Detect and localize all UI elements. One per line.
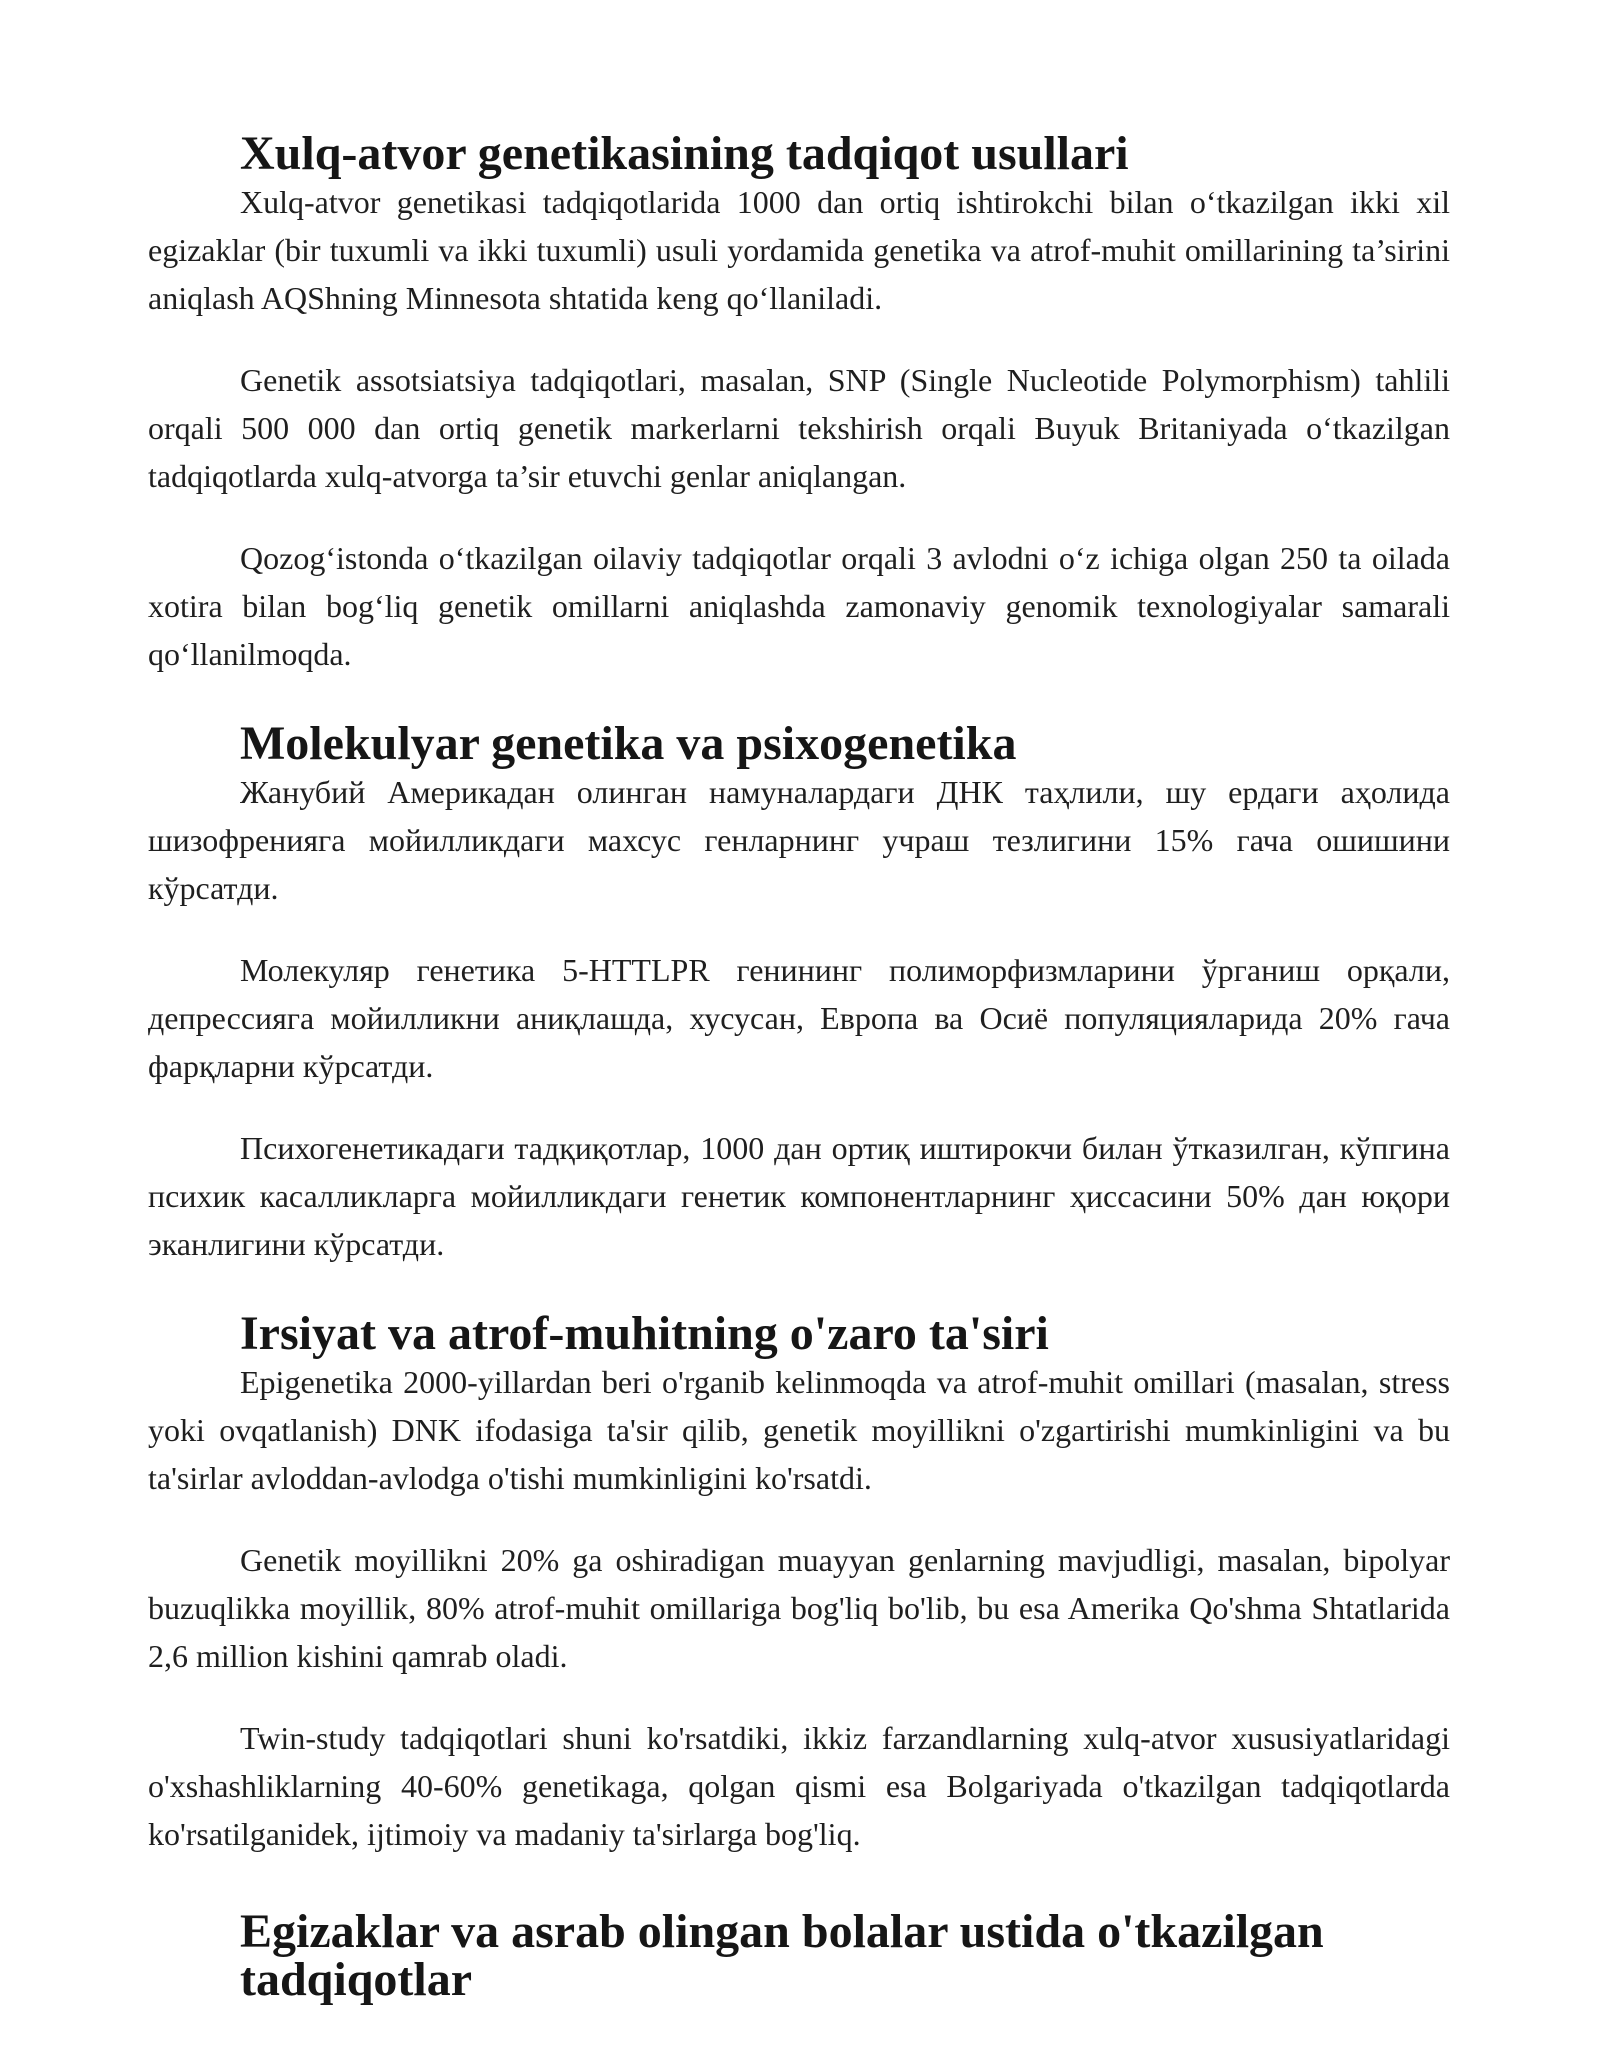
paragraph: Жанубий Америкадан олинган намуналардаги ДНК таҳлили, шу ердаги аҳолида шизофренияга мойилликдаги махсус генларнинг учраш тезлигини 15% гача ошишини кўрсатди. — [148, 774, 1450, 906]
section-heading: Egizaklar va asrab olingan bolalar ustida o'tkazilgan tadqiqotlar — [240, 1905, 1324, 2006]
section-spacer — [148, 1858, 1450, 1908]
section-heading: Xulq-atvor genetikasining tadqiqot usullari — [240, 127, 1129, 180]
paragraph-spacer — [148, 1090, 1450, 1124]
section-heading: Irsiyat va atrof-muhitning o'zaro ta'siri — [240, 1307, 1049, 1360]
paragraph: Genetik assotsiatsiya tadqiqotlari, masalan, SNP (Single Nucleotide Polymorphism) tahlili orqali 500 000 dan ortiq genetik markerlarni tekshirish orqali Buyuk Britaniyada o‘tkazilgan tadqiqotlarda xulq-atvorga ta’sir etuvchi genlar aniqlangan. — [148, 362, 1450, 494]
paragraph: Молекуляр генетика 5-HTTLPR генининг полиморфизмларини ўрганиш орқали, депрессияга мойилликни аниқлашда, хусусан, Европа ва Осиё популяцияларида 20% гача фарқларни кўрсатди. — [148, 952, 1450, 1084]
paragraph: Qozog‘istonda o‘tkazilgan oilaviy tadqiqotlar orqali 3 avlodni o‘z ichiga olgan 250 ta oilada xotira bilan bog‘liq genetik omillarni aniqlashda zamonaviy genomik texnologiyalar samarali qo‘llanilmoqda. — [148, 540, 1450, 672]
paragraph-spacer — [148, 1502, 1450, 1536]
document-body — [148, 127, 1450, 2006]
paragraph: Genetik moyillikni 20% ga oshiradigan muayyan genlarning mavjudligi, masalan, bipolyar buzuqlikka moyillik, 80% atrof-muhit omillariga bog'liq bo'lib, bu esa Amerika Qo'shma Shtatlarida 2,6 million kishini qamrab oladi. — [148, 1542, 1450, 1674]
paragraph-spacer — [148, 322, 1450, 356]
paragraph: Xulq-atvor genetikasi tadqiqotlarida 1000 dan ortiq ishtirokchi bilan o‘tkazilgan ikki xil egizaklar (bir tuxumli va ikki tuxumli) usuli yordamida genetika va atrof-muhit omillarining ta’sirini aniqlash AQShning Minnesota shtatida keng qo‘llaniladi. — [148, 184, 1450, 316]
section-spacer — [148, 1268, 1450, 1310]
paragraph: Психогенетикадаги тадқиқотлар, 1000 дан ортиқ иштирокчи билан ўтказилган, кўпгина психик касалликларга мойилликдаги генетик компонентларнинг ҳиссасини 50% дан юқори эканлигини кўрсатди. — [148, 1130, 1450, 1262]
paragraph-spacer — [148, 1680, 1450, 1714]
section-heading: Molekulyar genetika va psixogenetika — [240, 717, 1017, 770]
paragraph: Twin-study tadqiqotlari shuni ko'rsatdiki, ikkiz farzandlarning xulq-atvor xususiyatlaridagi o'xshashliklarning 40-60% genetikaga, qolgan qismi esa Bolgariyada o'tkazilgan tadqiqotlarda ko'rsatilganidek, ijtimoiy va madaniy ta'sirlarga bog'liq. — [148, 1720, 1450, 1852]
paragraph-spacer — [148, 500, 1450, 534]
paragraph-spacer — [148, 912, 1450, 946]
section-spacer — [148, 678, 1450, 720]
paragraph: Epigenetika 2000-yillardan beri o'rganib kelinmoqda va atrof-muhit omillari (masalan, stress yoki ovqatlanish) DNK ifodasiga ta'sir qilib, genetik moyillikni o'zgartirishi mumkinligini va bu ta'sirlar avloddan-avlodga o'tishi mumkinligini ko'rsatdi. — [148, 1364, 1450, 1496]
